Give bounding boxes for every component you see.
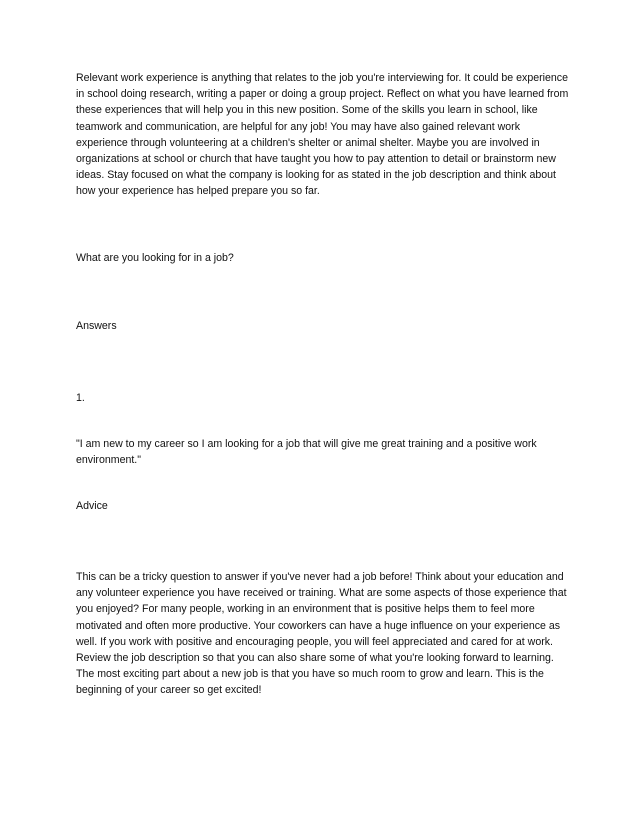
answer-text: "I am new to my career so I am looking for a job that will give me great training and a positive work environment." [76, 438, 537, 467]
advice-paragraph: This can be a tricky question to answer if you've never had a job before! Think about your education and any volunteer experience you have received or training. What are some aspects of those experience that you enjoyed? For many people, working in an environment that is positive helps them to feel more motivated and often more productive. Your coworkers can have a huge influence on your experience as well. If you work with positive and encouraging people, you will feel appreciated and cared for at work. Review the job description so that you can also share some of what you're looking forward to learning. The most exciting part about a new job is that you have so much room to grow and learn. This is the beginning of your career so get excited! [76, 571, 567, 697]
intro-paragraph: Relevant work experience is anything that relates to the job you're interviewing for. It could be experience in school doing research, writing a paper or doing a group project. Reflect on what you have learned from these experiences that will help you in this new position. Some of the skills you learn in school, like teamwork and communication, are helpful for any job! You may have also gained relevant work experience through volunteering at a children's shelter or animal shelter. Maybe you are involved in organizations at school or church that have taught you how to pay attention to detail or brainstorm new ideas. Stay focused on what the company is looking for as stated in the job description and think about how your experience has helped prepare you so far. [76, 72, 569, 198]
advice-heading: Advice [76, 500, 108, 512]
answer-number: 1. [76, 392, 85, 404]
answers-heading: Answers [76, 320, 117, 332]
question-heading: What are you looking for in a job? [76, 252, 234, 264]
